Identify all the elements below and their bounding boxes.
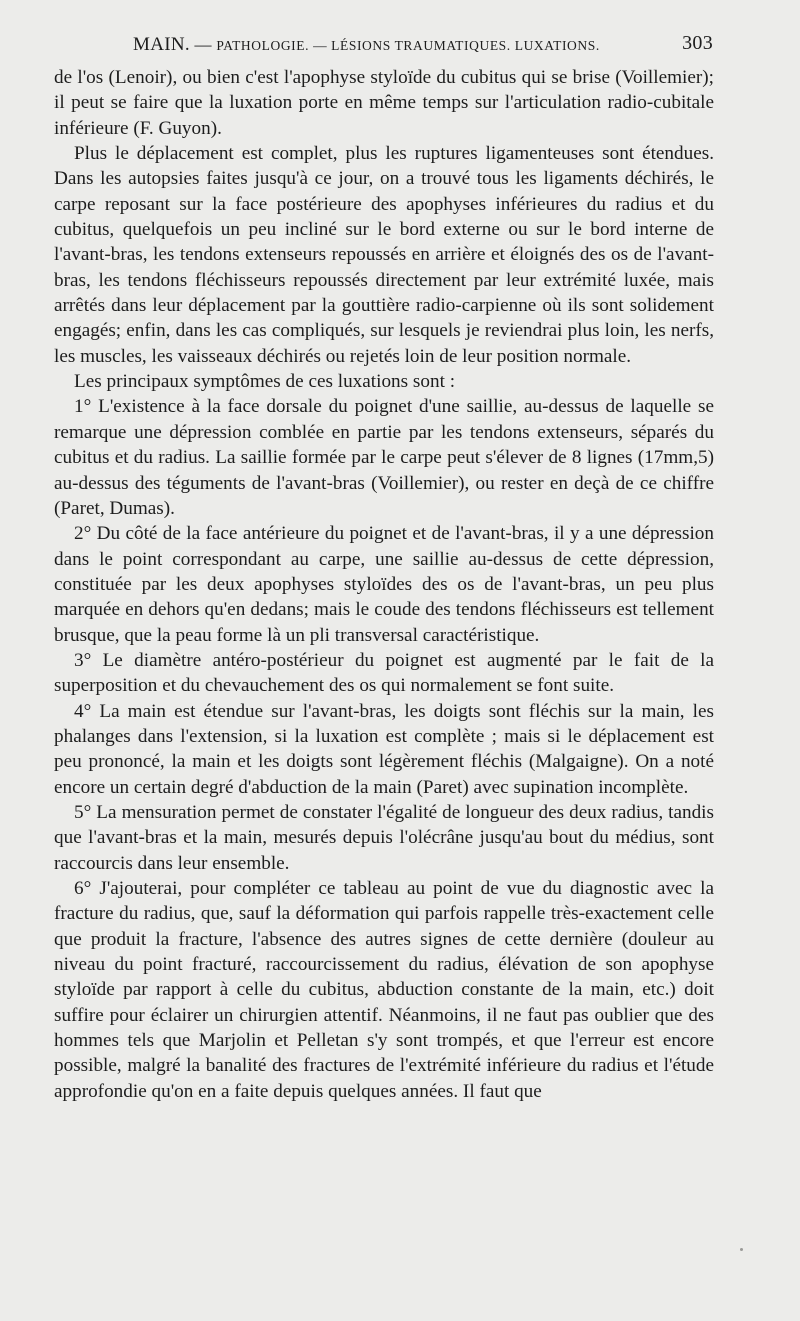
paper-speck (740, 1248, 743, 1251)
running-title (133, 34, 600, 56)
paragraph-continuation: de l'os (Lenoir), ou bien c'est l'apophyse styloïde du cubitus qui se brise (Voillemier); il peut se faire que la luxation porte en même temps sur l'articulation radio-cubitale inférieure (F. Guyon). (54, 67, 714, 139)
paragraph-symptoms-intro: Les principaux symptômes de ces luxations sont : (74, 371, 456, 393)
paragraph-symptom-3: 3° Le diamètre antéro-postérieur du poignet est augmenté par le fait de la superposition et du chevauchement des os qui normalement se font suite. (54, 649, 714, 697)
body-text (54, 65, 714, 1104)
paragraph-ligaments: Plus le déplacement est complet, plus les ruptures ligamenteuses sont étendues. Dans les autopsies faites jusqu'à ce jour, on a trouvé tous les ligaments déchirés, le carpe reposant sur la face postérieure des apophyses inférieures du radius et du cubitus, quelquefois un peu incliné sur le bord externe ou sur le bord interne de l'avant-bras, les tendons extenseurs repoussés en arrière et éloignés des os de l'avant-bras, les tendons fléchisseurs repoussés directement par leur extrémité luxée, mais arrêtés dans leur déplacement par la gouttière radio-carpienne où ils sont solidement engagés; enfin, dans les cas compliqués, sur lesquels je reviendrai plus loin, les nerfs, les muscles, les vaisseaux déchirés ou rejetés loin de leur position normale. (54, 143, 714, 367)
paragraph-symptom-5: 5° La mensuration permet de constater l'égalité de longueur des deux radius, tandis que l'avant-bras et la main, mesurés depuis l'olécrâne jusqu'au bout du médius, sont raccourcis dans leur ensemble. (54, 801, 714, 874)
paragraph-symptom-1: 1° L'existence à la face dorsale du poignet d'une saillie, au-dessus de laquelle se remarque une dépression comblée en partie par les tendons extenseurs, séparés du cubitus et du radius. La saillie formée par le carpe peut s'élever de 8 lignes (17mm,5) au-dessus des téguments de l'avant-bras (Voillemier), ou rester en deçà de ce chiffre (Paret, Dumas). (54, 396, 714, 519)
header-section: PATHOLOGIE. — LÉSIONS TRAUMATIQUES. LUXATIONS. (216, 38, 600, 53)
header-main-word: MAIN. (133, 34, 190, 55)
page-number: 303 (682, 32, 713, 54)
paragraph-symptom-6: 6° J'ajouterai, pour compléter ce tableau au point de vue du diagnostic avec la fracture du radius, que, sauf la déformation qui parfois rappelle très-exactement celle que produit la fracture, l'absence des autres signes de cette dernière (douleur au niveau du point fracturé, raccourcissement du radius, élévation de son apophyse styloïde par rapport à celle du cubitus, abduction constante de la main, etc.) doit suffire pour éclairer un chirurgien attentif. Néanmoins, il ne faut pas oublier que des hommes tels que Marjolin et Pelletan s'y sont trompés, et que l'erreur est encore possible, malgré la banalité des fractures de l'extrémité inférieure du radius et l'étude approfondie qu'on en a faite depuis quelques années. Il faut que (54, 878, 714, 1102)
paragraph-symptom-4: 4° La main est étendue sur l'avant-bras, les doigts sont fléchis sur la main, les phalanges dans l'extension, si la luxation est complète ; mais si le déplacement est peu prononcé, la main et les doigts sont légèrement fléchis (Malgaigne). On a noté encore un certain degré d'abduction de la main (Paret) avec supination incomplète. (54, 700, 714, 798)
running-header (55, 34, 713, 56)
header-separator: — (194, 35, 212, 54)
paragraph-symptom-2: 2° Du côté de la face antérieure du poignet et de l'avant-bras, il y a une dépression dans le point correspondant au carpe, une saillie au-dessus de cette dépression, constituée par les deux apophyses styloïdes des os de l'avant-bras, un peu plus marquée en dehors qu'en dedans; mais le coude des tendons fléchisseurs est tellement brusque, que la peau forme là un pli transversal caractéristique. (54, 523, 714, 646)
